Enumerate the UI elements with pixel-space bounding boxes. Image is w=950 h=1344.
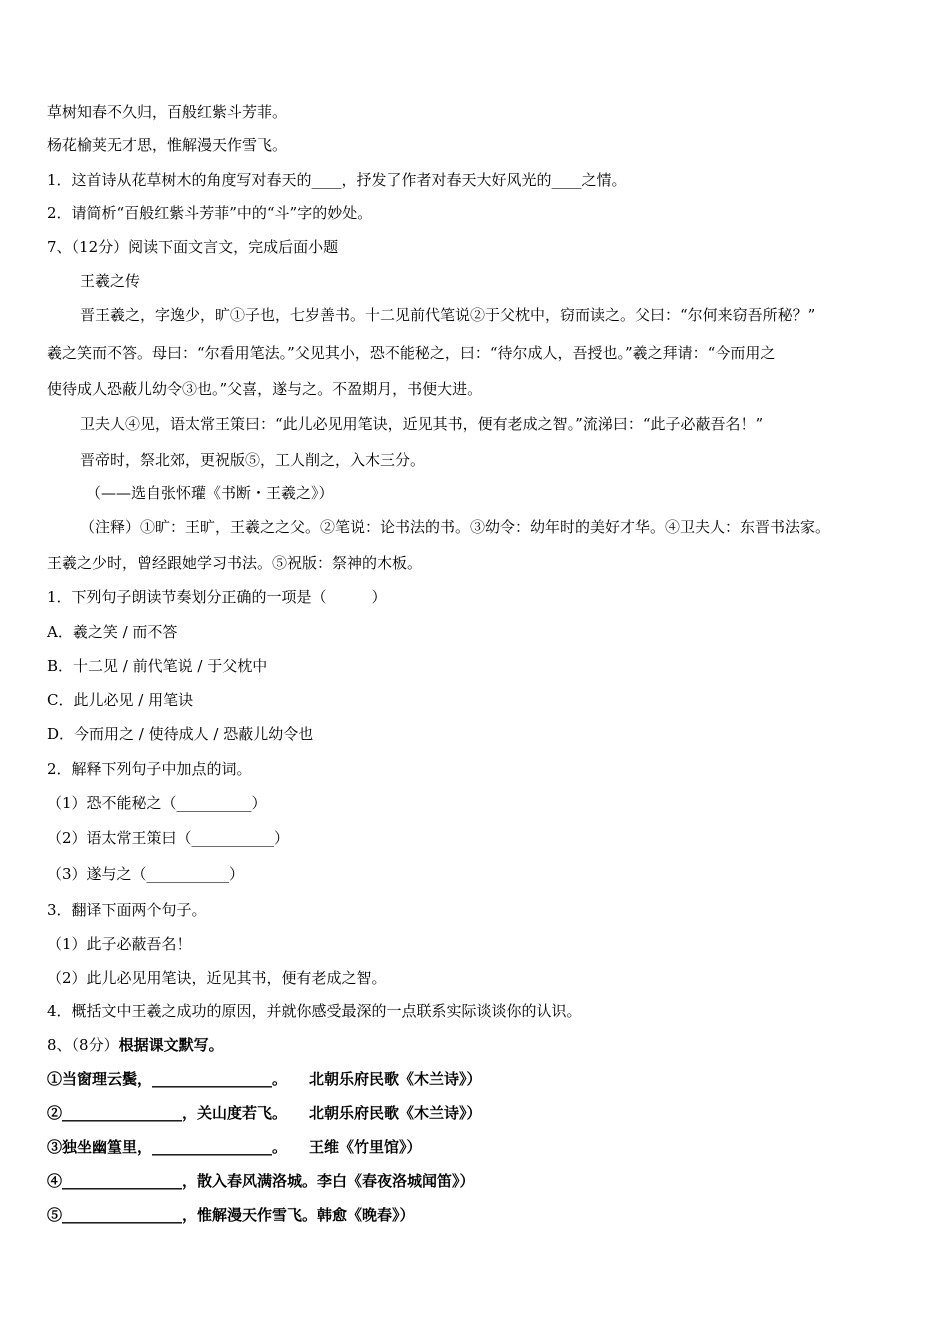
recitation-2-source: 北朝乐府民歌《木兰诗》） — [309, 1104, 482, 1122]
recitation-2-text: ②________________，关山度若飞。 — [47, 1104, 288, 1122]
passage-source: （——选自张怀瓘《书断・王羲之》） — [86, 484, 334, 502]
poem-question-1: 1．这首诗从花草树木的角度写对春天的____，抒发了作者对春天大好风光的____之情。 — [47, 171, 627, 189]
question-7-2-sub-3: （3）遂与之（___________） — [47, 865, 245, 883]
recitation-5: ⑤________________，惟解漫天作雪飞。韩愈《晚春》） — [47, 1206, 415, 1224]
recitation-3-source: 王维《竹里馆》） — [309, 1138, 422, 1156]
poem-question-2: 2．请简析“百般红紫斗芳菲”中的“斗”字的妙处。 — [47, 204, 373, 222]
passage-paragraph-1-line-3: 使待成人恐蔽儿幼令③也。”父喜，遂与之。不盈期月，书便大进。 — [47, 380, 483, 398]
passage-paragraph-1-line-1: 晋王羲之，字逸少，旷①子也，七岁善书。十二见前代笔说②于父枕中，窃而读之。父曰：“尔何来窃吾所秘？” — [80, 306, 816, 324]
passage-paragraph-1-line-2: 羲之笑而不答。母曰：“尔看用笔法。”父见其小，恐不能秘之，曰：“待尔成人，吾授也。”羲之拜请：“今而用之 — [47, 344, 776, 362]
question-7-2-stem: 2．解释下列句子中加点的词。 — [47, 760, 252, 778]
recitation-4: ④________________，散入春风满洛城。李白《春夜洛城闻笛》） — [47, 1172, 475, 1190]
section-8-header-instruction: 根据课文默写。 — [118, 1036, 224, 1054]
passage-title: 王羲之传 — [80, 272, 141, 290]
question-7-3-sub-2: （2）此儿必见用笔诀，近见其书，便有老成之智。 — [47, 969, 387, 987]
passage-paragraph-2: 卫夫人④见，语太常王策曰：“此儿必见用笔诀，近见其书，便有老成之智。”流涕曰：“此子必蔽吾名！” — [80, 415, 764, 433]
question-7-1-stem: 1．下列句子朗读节奏划分正确的一项是（ ） — [47, 588, 387, 606]
passage-notes-line-1: （注释）①旷：王旷，王羲之之父。②笔说：论书法的书。③幼令：幼年时的美好才华。④卫夫人：东晋书法家。 — [80, 518, 831, 536]
passage-paragraph-3: 晋帝时，祭北郊，更祝版⑤，工人削之，入木三分。 — [80, 451, 426, 469]
recitation-2 — [47, 1102, 482, 1124]
poem-line-2: 杨花榆荚无才思，惟解漫天作雪飞。 — [47, 136, 288, 154]
passage-notes-line-2: 王羲之少时，曾经跟她学习书法。⑤祝版：祭神的木板。 — [47, 554, 423, 572]
recitation-1 — [47, 1068, 482, 1090]
section-8-header-prefix: 8、（8分） — [47, 1036, 119, 1054]
recitation-1-source: 北朝乐府民歌《木兰诗》） — [309, 1070, 482, 1088]
question-7-2-sub-2: （2）语太常王策曰（___________） — [47, 829, 290, 847]
section-7-header: 7、（12分）阅读下面文言文，完成后面小题 — [47, 238, 339, 256]
option-b: B．十二见 / 前代笔说 / 于父枕中 — [47, 657, 268, 675]
question-7-4-stem: 4．概括文中王羲之成功的原因，并就你感受最深的一点联系实际谈谈你的认识。 — [47, 1002, 582, 1020]
option-a: A．羲之笑 / 而不答 — [47, 623, 178, 641]
question-7-2-sub-1: （1）恐不能秘之（__________） — [47, 794, 267, 812]
section-8-header — [47, 1034, 224, 1056]
poem-line-1: 草树知春不久归，百般红紫斗芳菲。 — [47, 103, 288, 121]
question-7-3-stem: 3．翻译下面两个句子。 — [47, 901, 207, 919]
recitation-3-text: ③独坐幽篁里，________________。 — [47, 1138, 288, 1156]
recitation-3 — [47, 1136, 422, 1158]
recitation-1-text: ①当窗理云鬓，________________。 — [47, 1070, 288, 1088]
option-c: C．此儿必见 / 用笔诀 — [47, 691, 194, 709]
question-7-3-sub-1: （1）此子必蔽吾名！ — [47, 935, 192, 953]
option-d: D．今而用之 / 使待成人 / 恐蔽儿幼令也 — [47, 725, 314, 743]
